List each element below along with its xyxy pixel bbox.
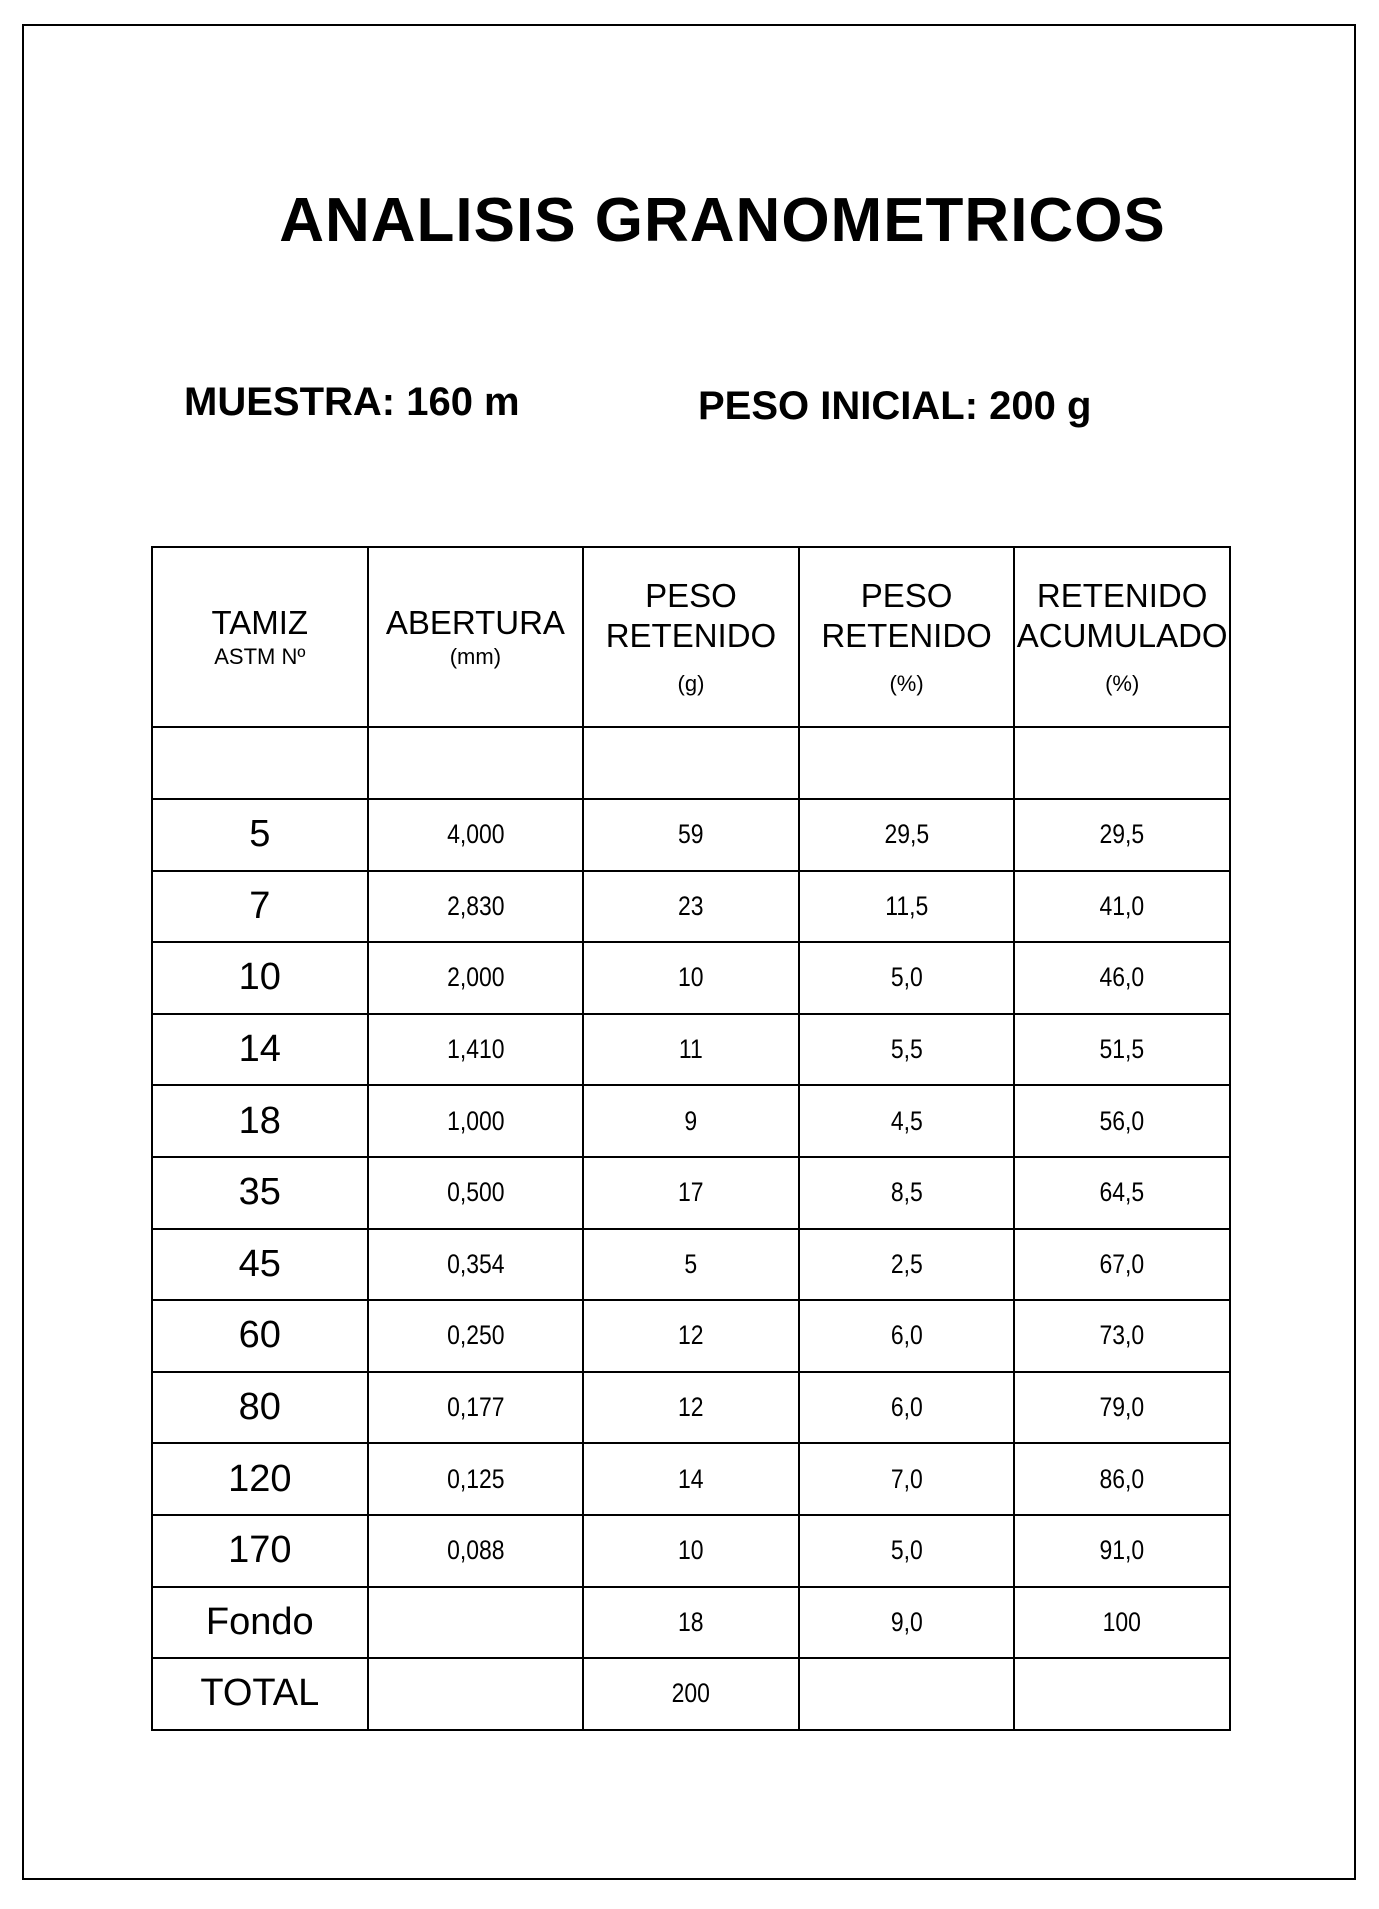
- weight-g-cell: 12: [599, 1372, 782, 1444]
- weight-pct-cell: 5,0: [815, 942, 998, 1014]
- sieve-cell: 80: [152, 1372, 368, 1444]
- page-title: ANALISIS GRANOMETRICOS: [279, 186, 1166, 255]
- opening-cell: [384, 1587, 567, 1659]
- weight-pct-cell: 4,5: [815, 1085, 998, 1157]
- cumulative-cell: 100: [1031, 1587, 1214, 1659]
- cumulative-cell: 91,0: [1031, 1515, 1214, 1587]
- header-weight-retained-g: [583, 547, 799, 727]
- header-opening-unit: (mm): [449, 644, 502, 669]
- cumulative-cell: 46,0: [1031, 942, 1214, 1014]
- weight-g-cell: 23: [599, 871, 782, 943]
- table-row: [152, 1085, 1230, 1157]
- weight-pct-cell: 2,5: [815, 1229, 998, 1301]
- header-weight-retained-pct: [799, 547, 1015, 727]
- table-row: [152, 1587, 1230, 1659]
- header-weight-retained-g-unit: (g): [677, 671, 705, 696]
- header-weight-retained-g-line1: PESO: [645, 577, 737, 614]
- header-cumulative-retained-line2: ACUMULADO: [1016, 617, 1228, 654]
- weight-pct-cell: 5,5: [815, 1014, 998, 1086]
- table-row: [152, 942, 1230, 1014]
- header-opening: [368, 547, 584, 727]
- opening-cell: 0,354: [384, 1229, 567, 1301]
- weight-g-cell: 59: [599, 799, 782, 871]
- opening-cell: 0,250: [384, 1300, 567, 1372]
- weight-pct-cell: 6,0: [815, 1300, 998, 1372]
- sample-label: MUESTRA: 160 m: [184, 380, 520, 424]
- weight-pct-cell: 8,5: [815, 1157, 998, 1229]
- table-row: [152, 1515, 1230, 1587]
- header-cumulative-retained: [1014, 547, 1230, 727]
- cumulative-cell: 41,0: [1031, 871, 1214, 943]
- sieve-cell: 170: [152, 1515, 368, 1587]
- weight-pct-cell: 7,0: [815, 1443, 998, 1515]
- header-opening-label: ABERTURA: [385, 604, 565, 641]
- sieve-cell: Fondo: [152, 1587, 368, 1659]
- table-row: [152, 1658, 1230, 1730]
- weight-g-cell: 18: [599, 1587, 782, 1659]
- opening-cell: 0,500: [384, 1157, 567, 1229]
- weight-g-cell: 10: [599, 1515, 782, 1587]
- cumulative-cell: 64,5: [1031, 1157, 1214, 1229]
- opening-cell: 2,830: [384, 871, 567, 943]
- weight-g-cell: 17: [599, 1157, 782, 1229]
- header-sieve-unit: ASTM Nº: [214, 644, 306, 669]
- header-weight-retained-g-line2: RETENIDO: [605, 617, 777, 654]
- table-row: [152, 1014, 1230, 1086]
- sieve-cell: 10: [152, 942, 368, 1014]
- cumulative-cell: 56,0: [1031, 1085, 1214, 1157]
- sieve-cell: TOTAL: [152, 1658, 368, 1730]
- table-header-row: [152, 547, 1230, 727]
- table-cell: [1014, 727, 1230, 799]
- opening-cell: 4,000: [384, 799, 567, 871]
- cumulative-cell: 67,0: [1031, 1229, 1214, 1301]
- header-weight-retained-pct-line1: PESO: [860, 577, 953, 614]
- table-row: [152, 1300, 1230, 1372]
- opening-cell: 1,000: [384, 1085, 567, 1157]
- weight-pct-cell: 5,0: [815, 1515, 998, 1587]
- table-cell: [799, 727, 1015, 799]
- header-sieve: [152, 547, 368, 727]
- cumulative-cell: 73,0: [1031, 1300, 1214, 1372]
- cumulative-cell: 79,0: [1031, 1372, 1214, 1444]
- table-row: [152, 799, 1230, 871]
- sieve-cell: 60: [152, 1300, 368, 1372]
- weight-g-cell: 9: [599, 1085, 782, 1157]
- sieve-cell: 7: [152, 871, 368, 943]
- table-row: [152, 871, 1230, 943]
- weight-g-cell: 10: [599, 942, 782, 1014]
- weight-g-cell: 12: [599, 1300, 782, 1372]
- opening-cell: 0,125: [384, 1443, 567, 1515]
- header-sieve-label: TAMIZ: [211, 604, 309, 641]
- table-row: [152, 1229, 1230, 1301]
- cumulative-cell: [1031, 1658, 1214, 1730]
- initial-weight-label: PESO INICIAL: 200 g: [698, 384, 1092, 428]
- header-weight-retained-pct-line2: RETENIDO: [821, 617, 992, 654]
- weight-pct-cell: 9,0: [815, 1587, 998, 1659]
- granulometry-table: [151, 546, 1231, 1731]
- header-weight-retained-pct-unit: (%): [889, 671, 924, 696]
- table-cell: [368, 727, 584, 799]
- table-row: [152, 1372, 1230, 1444]
- header-cumulative-retained-line1: RETENIDO: [1036, 577, 1208, 614]
- sieve-cell: 14: [152, 1014, 368, 1086]
- sieve-cell: 120: [152, 1443, 368, 1515]
- header-cumulative-retained-unit: (%): [1105, 671, 1140, 696]
- table-row: [152, 1157, 1230, 1229]
- weight-g-cell: 14: [599, 1443, 782, 1515]
- sieve-cell: 18: [152, 1085, 368, 1157]
- opening-cell: 0,088: [384, 1515, 567, 1587]
- cumulative-cell: 29,5: [1031, 799, 1214, 871]
- table-row: [152, 1443, 1230, 1515]
- sieve-cell: 35: [152, 1157, 368, 1229]
- weight-g-cell: 5: [599, 1229, 782, 1301]
- sieve-cell: 5: [152, 799, 368, 871]
- weight-pct-cell: 6,0: [815, 1372, 998, 1444]
- opening-cell: 2,000: [384, 942, 567, 1014]
- opening-cell: 0,177: [384, 1372, 567, 1444]
- weight-pct-cell: 11,5: [815, 871, 998, 943]
- table-cell: [583, 727, 799, 799]
- cumulative-cell: 86,0: [1031, 1443, 1214, 1515]
- table-body: [152, 727, 1230, 1730]
- table-cell: [152, 727, 368, 799]
- weight-g-cell: 11: [599, 1014, 782, 1086]
- weight-pct-cell: 29,5: [815, 799, 998, 871]
- weight-g-cell: 200: [599, 1658, 782, 1730]
- blank-row: [152, 727, 1230, 799]
- opening-cell: 1,410: [384, 1014, 567, 1086]
- sieve-cell: 45: [152, 1229, 368, 1301]
- cumulative-cell: 51,5: [1031, 1014, 1214, 1086]
- weight-pct-cell: [815, 1658, 998, 1730]
- opening-cell: [384, 1658, 567, 1730]
